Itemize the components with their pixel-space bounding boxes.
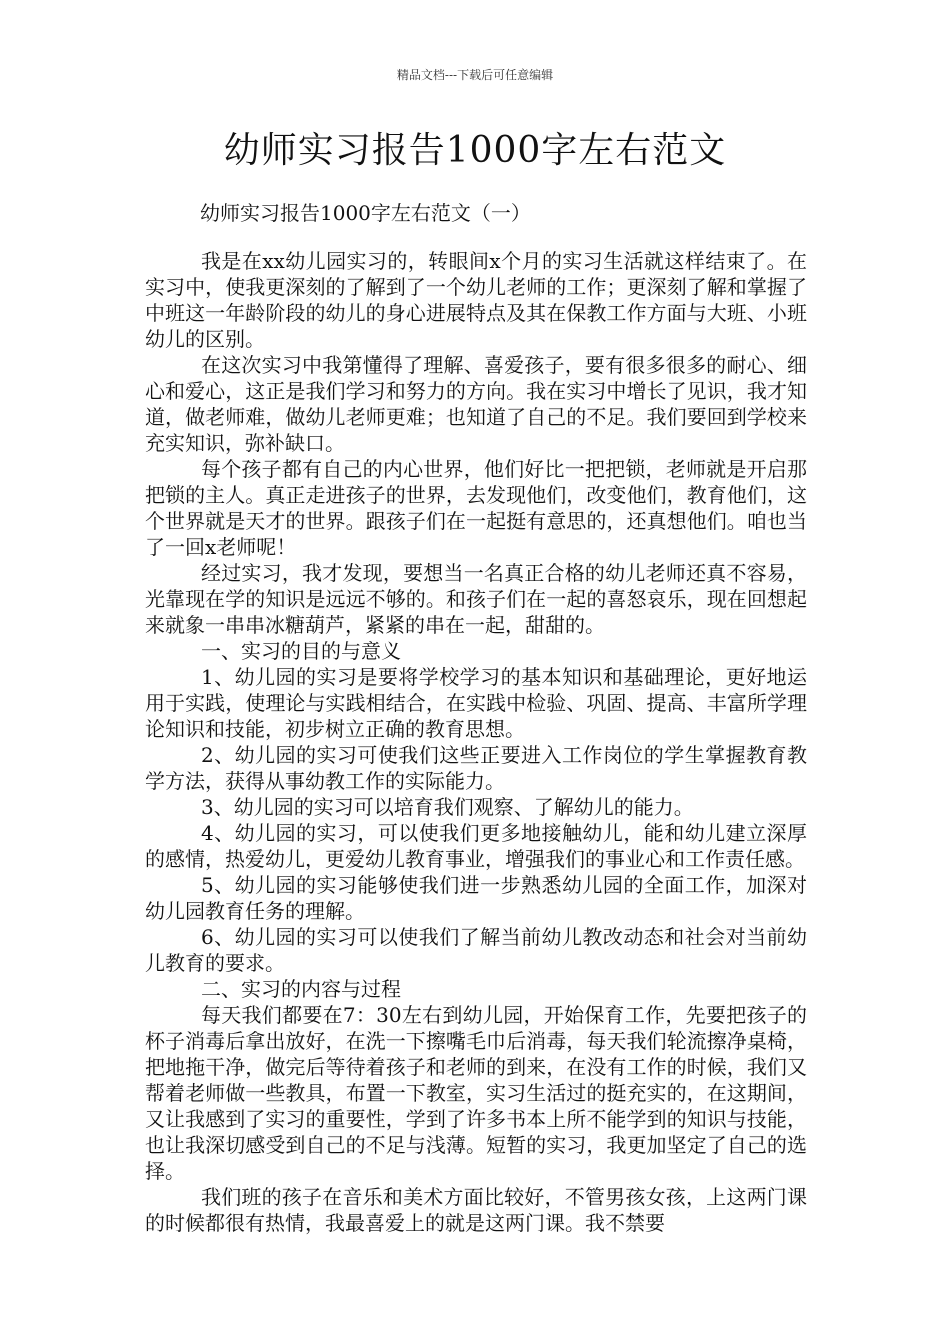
document-title: 幼师实习报告1000字左右范文 <box>223 130 727 171</box>
section-heading: 一、实习的目的与意义 <box>201 639 401 663</box>
paragraph: 我们班的孩子在音乐和美术方面比较好，不管男孩女孩，上这两门课的时候都很有热情，我最喜爱上的就是这两门课。我不禁要 <box>145 1185 807 1235</box>
header-note: 精品文档---下载后可任意编辑 <box>396 68 554 82</box>
paragraph: 经过实习，我才发现，要想当一名真正合格的幼儿老师还真不容易，光靠现在学的知识是远远不够的。和孩子们在一起的喜怒哀乐，现在回想起来就象一串串冰糖葫芦，紧紧的串在一起，甜甜的。 <box>145 561 807 637</box>
list-item: 2、幼儿园的实习可使我们这些正要进入工作岗位的学生掌握教育教学方法，获得从事幼教工作的实际能力。 <box>145 743 807 793</box>
document-body <box>145 248 807 1236</box>
section-heading: 二、实习的内容与过程 <box>201 977 401 1001</box>
paragraph: 每天我们都要在7：30左右到幼儿园，开始保育工作，先要把孩子的杯子消毒后拿出放好，在洗一下擦嘴毛巾后消毒，每天我们轮流擦净桌椅，把地拖干净，做完后等待着孩子和老师的到来，在没有工作的时候，我们又帮着老师做一些教具，布置一下教室，实习生活过的挺充实的，在这期间，又让我感到了实习的重要性，学到了许多书本上所不能学到的知识与技能，也让我深切感受到自己的不足与浅薄。短暂的实习，我更加坚定了自己的选择。 <box>145 1003 807 1183</box>
document-subtitle: 幼师实习报告1000字左右范文（一） <box>200 201 531 225</box>
list-item: 3、幼儿园的实习可以培育我们观察、了解幼儿的能力。 <box>201 795 694 819</box>
list-item: 6、幼儿园的实习可以使我们了解当前幼儿教改动态和社会对当前幼儿教育的要求。 <box>145 925 807 975</box>
paragraph: 在这次实习中我第懂得了理解、喜爱孩子，要有很多很多的耐心、细心和爱心，这正是我们学习和努力的方向。我在实习中增长了见识，我才知道，做老师难，做幼儿老师更难；也知道了自己的不足。我们要回到学校来充实知识，弥补缺口。 <box>145 353 807 455</box>
list-item: 4、幼儿园的实习，可以使我们更多地接触幼儿，能和幼儿建立深厚的感情，热爱幼儿，更爱幼儿教育事业，增强我们的事业心和工作责任感。 <box>145 821 807 871</box>
list-item: 5、幼儿园的实习能够使我们进一步熟悉幼儿园的全面工作，加深对幼儿园教育任务的理解。 <box>145 873 807 923</box>
list-item: 1、幼儿园的实习是要将学校学习的基本知识和基础理论，更好地运用于实践，使理论与实践相结合，在实践中检验、巩固、提高、丰富所学理论知识和技能，初步树立正确的教育思想。 <box>145 665 807 741</box>
paragraph: 每个孩子都有自己的内心世界，他们好比一把把锁，老师就是开启那把锁的主人。真正走进孩子的世界，去发现他们，改变他们，教育他们，这个世界就是天才的世界。跟孩子们在一起挺有意思的，还真想他们。咱也当了一回x老师呢！ <box>145 457 807 559</box>
paragraph: 我是在xx幼儿园实习的，转眼间x个月的实习生活就这样结束了。在实习中，使我更深刻的了解到了一个幼儿老师的工作；更深刻了解和掌握了中班这一年龄阶段的幼儿的身心进展特点及其在保教工作方面与大班、小班幼儿的区别。 <box>145 249 807 351</box>
